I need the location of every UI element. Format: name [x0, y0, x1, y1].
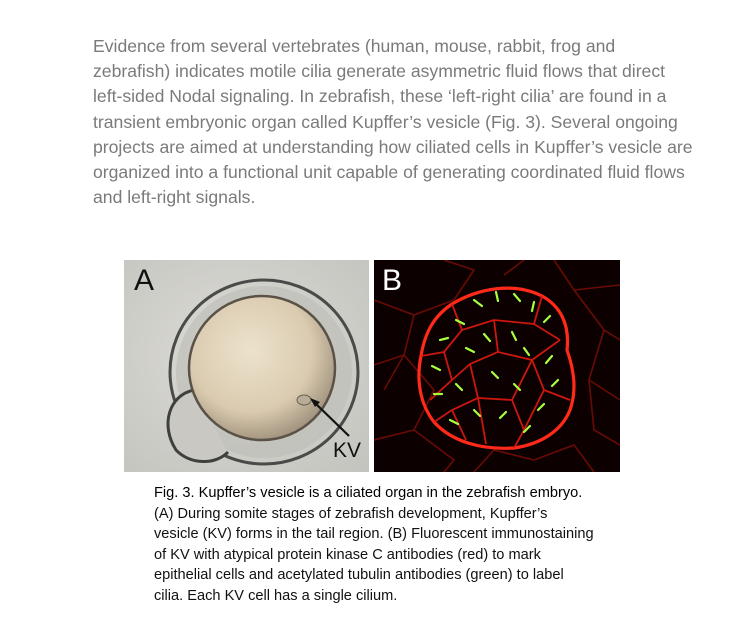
panel-b-letter: B [382, 264, 403, 297]
panel-a-embryo-image [124, 260, 369, 472]
caption-title: Fig. 3. Kupffer’s vesicle is a ciliated organ in the zebrafish embryo. [154, 485, 583, 501]
panel-a-letter: A [134, 264, 155, 297]
kv-immunostaining-illustration [374, 260, 620, 472]
figure-3 [124, 260, 620, 472]
figure-caption [154, 483, 594, 606]
panel-b-fluorescence-image [374, 260, 620, 472]
intro-paragraph: Evidence from several vertebrates (human, mouse, rabbit, frog and zebrafish) indicates motile cilia generate asymmetric fluid flows that direct left-sided Nodal signaling. In zebrafish, these ‘left-right cilia’ are found in a transient embryonic organ called Kupffer’s vesicle (Fig. 3). Several ongoing projects are aimed at understanding how ciliated cells in Kupffer’s vesicle are organized into a functional unit capable of generating coordinated fluid flows and left-right signals. [93, 36, 693, 208]
caption-body: (A) During somite stages of zebrafish development, Kupffer’s vesicle (KV) forms in the tail region. (B) Fluorescent immunostaining of KV with atypical protein kinase C antibodies (red) to mark epithelial cells and acetylated tubulin antibodies (green) to label cilia. Each KV cell has a single cilium. [154, 505, 594, 604]
kv-label: KV [333, 439, 362, 462]
